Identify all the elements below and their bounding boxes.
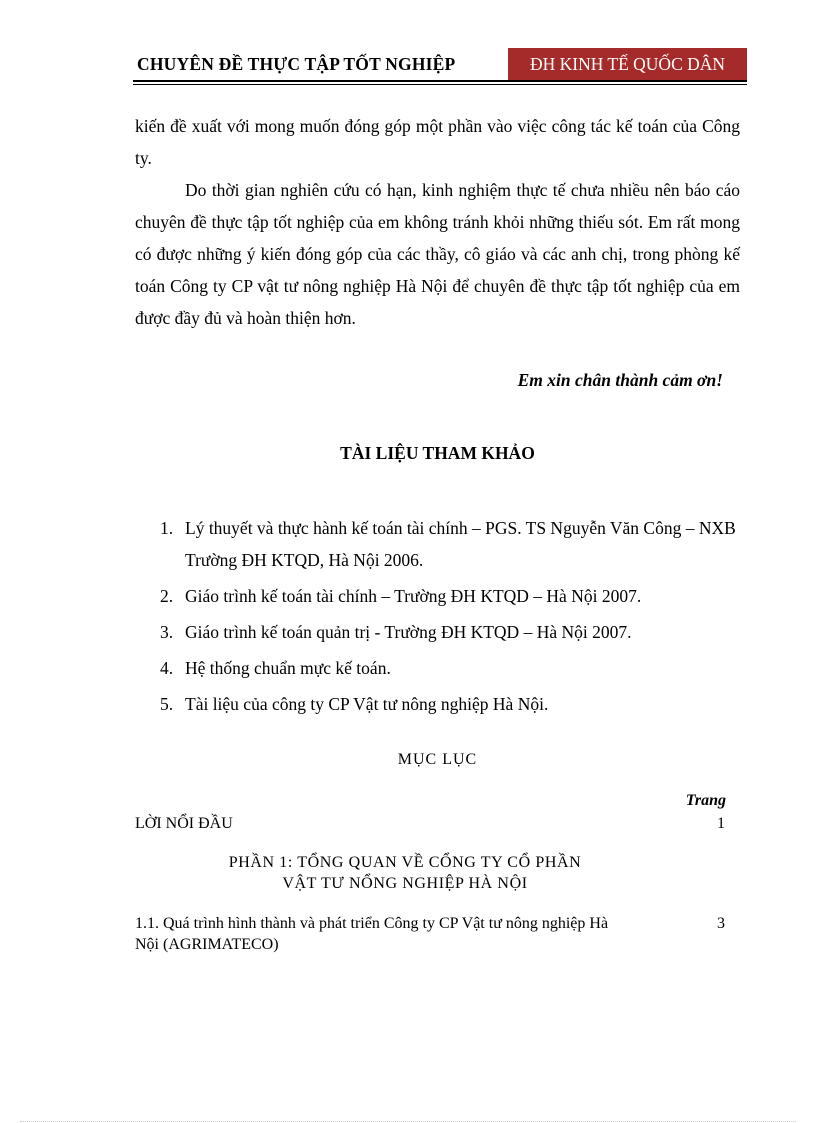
body-paragraph-2: Do thời gian nghiên cứu có hạn, kinh nghiệm thực tế chưa nhiều nên báo cáo chuyên đề thực tập tốt nghiệp của em không tránh khỏi những thiếu sót. Em rất mong có được những ý kiến đóng góp của các thầy, cô giáo và các anh chị, trong phòng kế toán Công ty CP vật tư nông nghiệp Hà Nội để chuyên đề thực tập tốt nghiệp của em được đầy đủ và hoàn thiện hơn.	[135, 180, 740, 328]
reference-number: 3.	[160, 622, 174, 642]
reference-item	[135, 512, 740, 576]
toc-entry-1-1[interactable]	[135, 913, 725, 955]
toc-entry-page: 1	[717, 815, 725, 832]
toc-part-heading[interactable]	[135, 852, 675, 894]
reference-text: Tài liệu của công ty CP Vật tư nông nghiệp Hà Nội.	[185, 694, 549, 714]
header-divider	[133, 80, 747, 85]
thanks-line: Em xin chân thành cảm ơn!	[517, 370, 723, 390]
toc-title: MỤC LỤC	[397, 751, 478, 768]
reference-item	[135, 652, 740, 684]
toc-entry-intro[interactable]	[135, 813, 725, 834]
body-paragraph-1: kiến đề xuất với mong muốn đóng góp một phần vào việc công tác kế toán của Công ty.	[135, 116, 740, 168]
references-list	[135, 512, 740, 724]
reference-item	[135, 616, 740, 648]
reference-number: 4.	[160, 658, 174, 678]
toc-entry-label: LỜI NỔI ĐẦU	[135, 815, 233, 832]
toc-entry-page: 3	[717, 915, 725, 932]
reference-number: 2.	[160, 586, 174, 606]
reference-text: Hệ thống chuẩn mực kế toán.	[185, 658, 391, 678]
toc-entry-label: 1.1. Quá trình hình thành và phát triển Công ty CP Vật tư nông nghiệp Hà Nội (AGRIMATECO)	[135, 915, 609, 953]
reference-number: 5.	[160, 694, 174, 714]
toc-page-header: Trang	[685, 792, 726, 809]
reference-number: 1.	[160, 518, 174, 538]
references-title: TÀI LIỆU THAM KHẢO	[340, 443, 535, 463]
header-title: CHUYÊN ĐỀ THỰC TẬP TỐT NGHIỆP	[137, 54, 456, 74]
header-university-badge: ĐH KINH TẾ QUỐC DÂN	[508, 48, 747, 80]
toc-part-line-1: PHẦN 1: TỔNG QUAN VỀ CỔNG TY CỔ PHẦN	[228, 854, 582, 871]
page-bottom-divider	[20, 1121, 796, 1122]
reference-item	[135, 580, 740, 612]
reference-item	[135, 688, 740, 720]
page-header	[133, 48, 747, 80]
toc-part-line-2: VẬT TƯ NỔNG NGHIỆP HÀ NỘI	[282, 875, 528, 892]
reference-text: Lý thuyết và thực hành kế toán tài chính – PGS. TS Nguyễn Văn Công – NXB Trường ĐH KTQD, Hà Nội 2006.	[185, 518, 736, 570]
reference-text: Giáo trình kế toán tài chính – Trường ĐH KTQD – Hà Nội 2007.	[185, 586, 642, 606]
reference-text: Giáo trình kế toán quản trị - Trường ĐH KTQD – Hà Nội 2007.	[185, 622, 632, 642]
